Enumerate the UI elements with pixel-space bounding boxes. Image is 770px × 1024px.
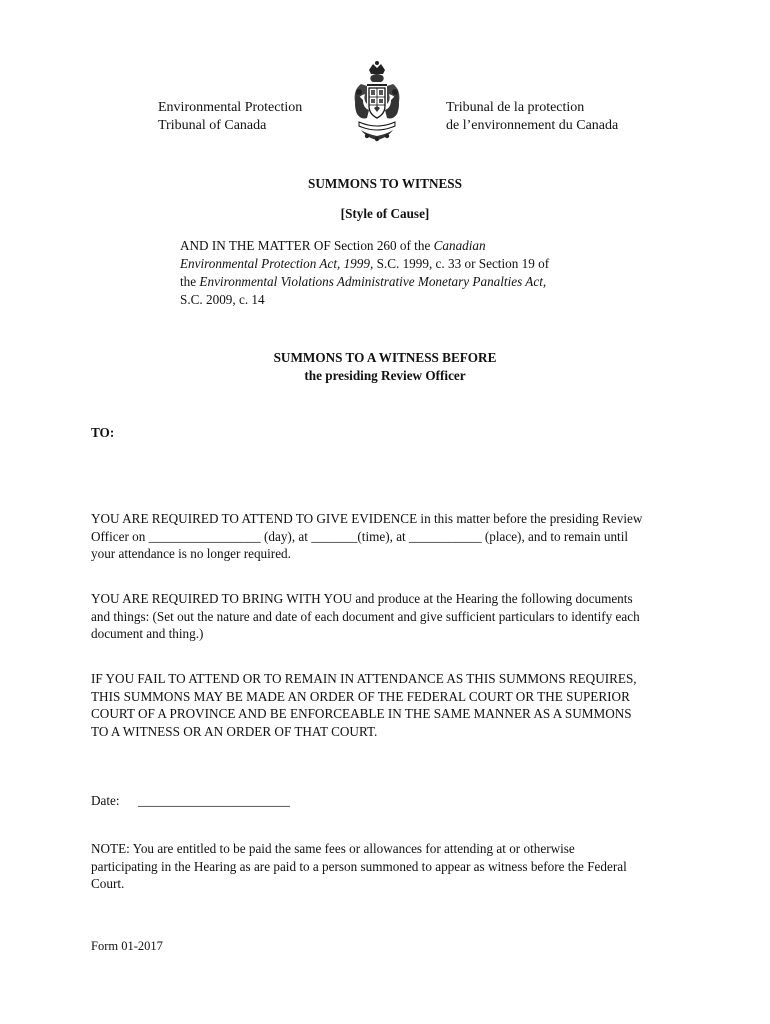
bring-documents-paragraph bbox=[91, 590, 691, 643]
bring-line2: and things: (Set out the nature and date of each document and give sufficient particulars to identify each bbox=[91, 608, 640, 624]
note-line3: Court. bbox=[91, 876, 125, 891]
warning-line1: IF YOU FAIL TO ATTEND OR TO REMAIN IN ATTENDANCE AS THIS SUMMONS REQUIRES, bbox=[91, 671, 637, 686]
warning-line3: COURT OF A PROVINCE AND BE ENFORCEABLE IN THE SAME MANNER AS A SUMMONS bbox=[91, 706, 632, 721]
matter-line4: S.C. 2009, c. 14 bbox=[180, 292, 265, 307]
date-blank-line: _______________________ bbox=[138, 793, 290, 808]
matter-line2: Environmental Protection Act, 1999, S.C. 1999, c. 33 or Section 19 of bbox=[180, 256, 550, 271]
bring-line3: document and thing.) bbox=[91, 626, 204, 641]
date-field bbox=[91, 792, 691, 810]
bring-line1: YOU ARE REQUIRED TO BRING WITH YOU and produce at the Hearing the following documents bbox=[91, 591, 633, 606]
matter-paragraph bbox=[180, 237, 580, 309]
attend-paragraph bbox=[91, 510, 691, 563]
attend-line1: YOU ARE REQUIRED TO ATTEND TO GIVE EVIDENCE in this matter before the presiding Review bbox=[91, 511, 643, 526]
subtitle-line1: SUMMONS TO A WITNESS BEFORE bbox=[273, 350, 497, 365]
matter-line1: AND IN THE MATTER OF Section 260 of the Canadian bbox=[180, 238, 486, 253]
warning-line4: TO A WITNESS OR AN ORDER OF THAT COURT. bbox=[91, 723, 378, 739]
document-title: SUMMONS TO WITNESS bbox=[308, 176, 462, 191]
coat-of-arms-icon bbox=[347, 60, 407, 144]
tribunal-name-french-line2: de l’environnement du Canada bbox=[446, 118, 619, 133]
form-number: Form 01-2017 bbox=[91, 939, 163, 953]
tribunal-name-english-line2: Tribunal of Canada bbox=[158, 118, 267, 133]
attend-line3: your attendance is no longer required. bbox=[91, 546, 291, 561]
tribunal-name-french-line1: Tribunal de la protection bbox=[446, 100, 585, 115]
note-line2: participating in the Hearing as are paid to a person summoned to appear as witness before the Federal bbox=[91, 858, 627, 874]
tribunal-name-french bbox=[446, 99, 618, 135]
failure-warning-paragraph bbox=[91, 670, 691, 740]
tribunal-name-english bbox=[158, 99, 302, 135]
subtitle-line2: the presiding Review Officer bbox=[304, 368, 466, 383]
style-of-cause: [Style of Cause] bbox=[340, 206, 430, 221]
note-paragraph bbox=[91, 840, 691, 893]
matter-line3: the Environmental Violations Administrative Monetary Panalties Act, bbox=[180, 274, 547, 289]
date-label: Date: bbox=[91, 793, 120, 808]
recipient-label: TO: bbox=[91, 425, 115, 440]
tribunal-name-english-line1: Environmental Protection bbox=[158, 100, 303, 115]
warning-line2: THIS SUMMONS MAY BE MADE AN ORDER OF THE FEDERAL COURT OR THE SUPERIOR bbox=[91, 688, 630, 704]
attend-line2: Officer on _________________ (day), at _______(time), at ___________ (place), and to remain until bbox=[91, 528, 629, 544]
note-line1: NOTE: You are entitled to be paid the same fees or allowances for attending at or otherwise bbox=[91, 841, 575, 856]
